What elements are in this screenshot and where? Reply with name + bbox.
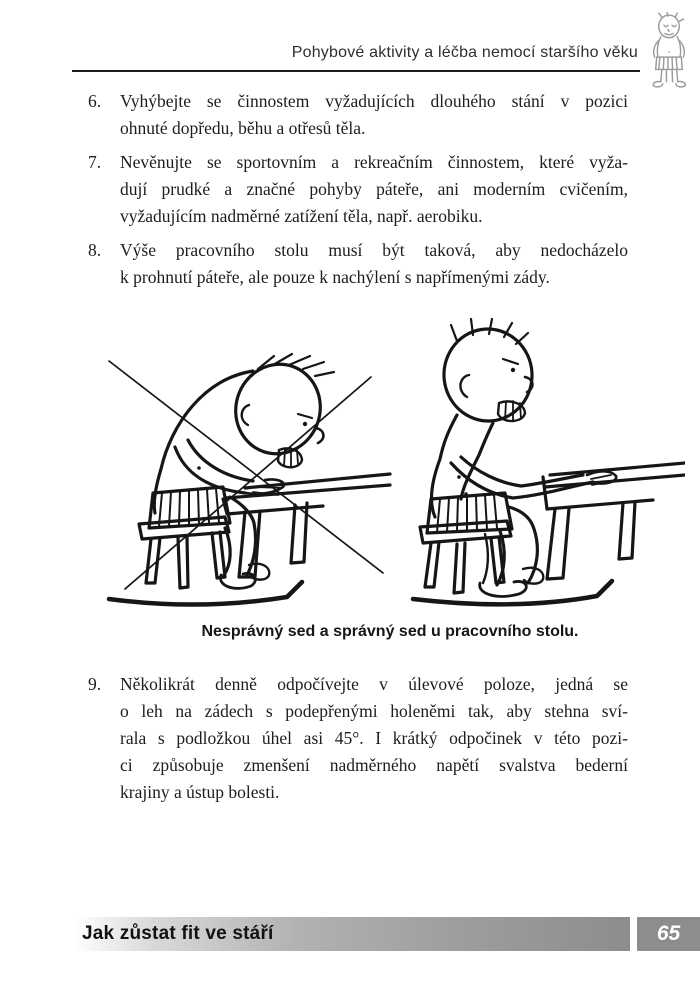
list-item-7: [88, 149, 628, 230]
item-number: 6.: [88, 91, 102, 111]
item-text: Vyhýbejte se činnostem vyžadujících dlouhého stání v pozici ohnuté dopředu, běhu a otřesů těla.: [120, 91, 628, 138]
footer-bar: [75, 917, 630, 951]
list-item-6: [88, 88, 628, 142]
list-item-8: [88, 237, 628, 291]
running-header: Pohybové aktivity a léčba nemocí staršího věku: [291, 44, 638, 61]
list-item-9: [88, 671, 628, 806]
item-text: Výše pracovního stolu musí být taková, aby nedocházelo k prohnutí páteře, ale pouze k nachýlení s napřímenými zády.: [120, 240, 628, 287]
posture-illustration: [95, 317, 685, 615]
item-number: 8.: [88, 240, 102, 260]
standing-boy-icon: [643, 12, 695, 92]
page-number: 65: [656, 922, 681, 945]
item-text: Nevěnujte se sportovním a rekreačním činnostem, které vyža- dují prudké a značné pohyby páteře, ani moderním cvičením, vyžadujícím nadměrné zatížení těla, např. aerobiku.: [120, 152, 628, 226]
page-content: [88, 88, 628, 813]
item-text: Několikrát denně odpočívejte v úlevové poloze, jedná se o leh na zádech s podepřenými holeněmi tak, aby stehna sví- rala s podložkou úhel asi 45°. I krátký odpočinek v této pozi- ci způsobuje zmenšení nadměrného napětí svalstva bederní krajiny a ústup bolesti.: [120, 674, 628, 802]
page-number-box: [637, 917, 700, 951]
item-number: 9.: [88, 674, 102, 694]
footer-book-title: Jak zůstat fit ve stáří: [82, 923, 274, 944]
item-number: 7.: [88, 152, 102, 172]
correct-posture-figure: [413, 319, 685, 604]
figure-caption: Nesprávný sed a správný sed u pracovního stolu.: [201, 623, 579, 640]
header-rule: [72, 70, 640, 72]
